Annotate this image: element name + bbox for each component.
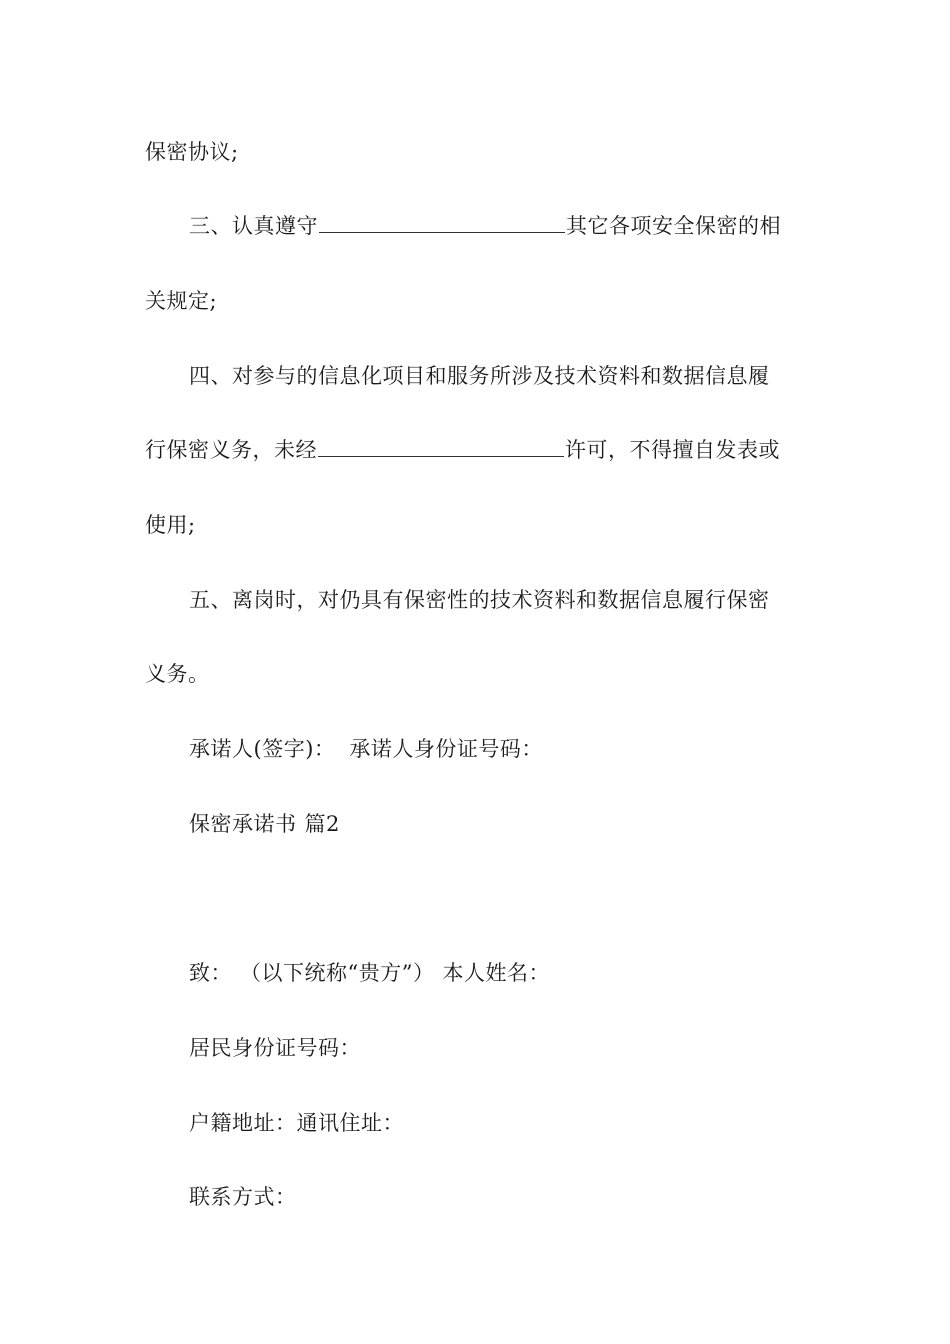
line-text: 行保密义务，未经 <box>145 438 317 462</box>
name-label: 本人姓名： <box>442 961 550 985</box>
addressee-label: 致： <box>189 961 232 985</box>
signature-line <box>189 734 543 764</box>
text-line: 保密协议; <box>145 140 239 164</box>
signer-id-label: 承诺人身份证号码： <box>349 737 543 761</box>
signer-label: 承诺人(签字)： <box>189 737 336 761</box>
heading-title: 保密承诺书 <box>189 812 297 836</box>
heading-number: 篇2 <box>304 812 340 836</box>
text-line-with-blank <box>189 211 781 241</box>
section-heading <box>189 809 340 839</box>
text-line: 五、离岗时，对仍具有保密性的技术资料和数据信息履行保密 <box>189 588 770 612</box>
id-number-label: 居民身份证号码： <box>189 1036 361 1060</box>
text-line: 使用; <box>145 513 196 537</box>
text-line-with-blank <box>145 435 780 465</box>
line-text: 三、认真遵守 <box>189 214 318 238</box>
text-line: 四、对参与的信息化项目和服务所涉及技术资料和数据信息履 <box>189 364 770 388</box>
addressee-line <box>189 958 550 988</box>
text-line: 义务。 <box>145 662 210 686</box>
line-text: 其它各项安全保密的相 <box>566 214 781 238</box>
fill-in-blank <box>318 436 564 457</box>
address-label: 户籍地址：通讯住址： <box>189 1111 404 1135</box>
text-line: 关规定; <box>145 289 218 313</box>
line-text: 许可，不得擅自发表或 <box>565 438 780 462</box>
addressee-note: （以下统称“贵方”） <box>240 961 435 985</box>
fill-in-blank <box>319 212 565 233</box>
contact-label: 联系方式： <box>189 1185 297 1209</box>
